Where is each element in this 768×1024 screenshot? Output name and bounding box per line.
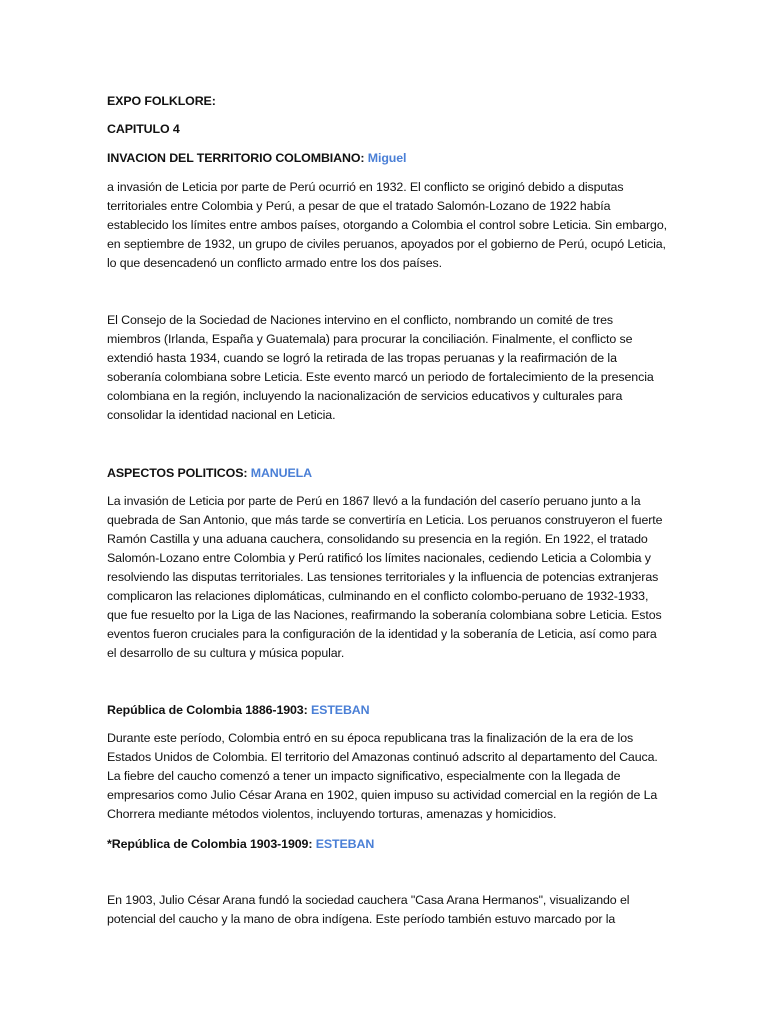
section-heading-text: República de Colombia 1886-1903: (107, 703, 311, 717)
section-heading-republic-1886 (107, 701, 370, 720)
document-title: EXPO FOLKLORE: (107, 94, 216, 108)
paragraph-republic-1903: En 1903, Julio César Arana fundó la sociedad cauchera "Casa Arana Hermanos", visualizando el potencial del caucho y la mano de obra indígena. Este período también estuvo marcado por la (107, 893, 630, 926)
assignee-name: Miguel (367, 151, 407, 165)
chapter-heading: CAPITULO 4 (107, 122, 180, 136)
assignee-name: MANUELA (250, 466, 312, 480)
assignee-name: ESTEBAN (315, 837, 375, 851)
section-heading-republic-1903 (107, 835, 374, 854)
section-heading-text: ASPECTOS POLITICOS: (107, 466, 251, 480)
paragraph-invasion-2: El Consejo de la Sociedad de Naciones intervino en el conflicto, nombrando un comité de tres miembros (Irlanda, España y Guatemala) para procurar la conciliación. Finalmente, el conflicto se extendió hasta 1934, cuando se logró la retirada de las tropas peruanas y la reafirmación de la soberanía colombiana sobre Leticia. Este evento marcó un periodo de fortalecimiento de la presencia colombiana en la región, incluyendo la nacionalización de servicios educativos y culturales para consolidar la identidad nacional en Leticia. (107, 313, 654, 422)
section-heading-invasion (107, 149, 406, 168)
section-heading-text: INVACION DEL TERRITORIO COLOMBIANO: (107, 151, 368, 165)
paragraph-invasion-1: a invasión de Leticia por parte de Perú ocurrió en 1932. El conflicto se originó debido a disputas territoriales entre Colombia y Perú, a pesar de que el tratado Salomón-Lozano de 1922 había establecido los límites entre ambos países, otorgando a Colombia el control sobre Leticia. Sin embargo, en septiembre de 1932, un grupo de civiles peruanos, apoyados por el gobierno de Perú, ocupó Leticia, lo que desencadenó un conflicto armado entre los dos países. (107, 180, 667, 270)
section-heading-politics (107, 464, 312, 483)
paragraph-politics-1: La invasión de Leticia por parte de Perú en 1867 llevó a la fundación del caserío peruano junto a la quebrada de San Antonio, que más tarde se convertiría en Leticia. Los peruanos construyeron el fuerte Ramón Castilla y una aduana cauchera, consolidando su presencia en la región. En 1922, el tratado Salomón-Lozano entre Colombia y Perú ratificó los límites nacionales, cediendo Leticia a Colombia y resolviendo las disputas territoriales. Las tensiones territoriales y la influencia de potencias extranjeras complicaron las relaciones diplomáticas, culminando en el conflicto colombo-peruano de 1932-1933, que fue resuelto por la Liga de las Naciones, reafirmando la soberanía colombiana sobre Leticia. Estos eventos fueron cruciales para la configuración de la identidad y la soberanía de Leticia, así como para el desarrollo de su cultura y música popular. (107, 494, 663, 660)
section-heading-text: *República de Colombia 1903-1909: (107, 837, 316, 851)
assignee-name: ESTEBAN (310, 703, 370, 717)
paragraph-republic-1886: Durante este período, Colombia entró en su época republicana tras la finalización de la era de los Estados Unidos de Colombia. El territorio del Amazonas continuó adscrito al departamento del Cauca. La fiebre del caucho comenzó a tener un impacto significativo, especialmente con la llegada de empresarios como Julio César Arana en 1902, quien impuso su actividad comercial en la región de La Chorrera mediante métodos violentos, incluyendo torturas, amenazas y homicidios. (107, 731, 658, 821)
